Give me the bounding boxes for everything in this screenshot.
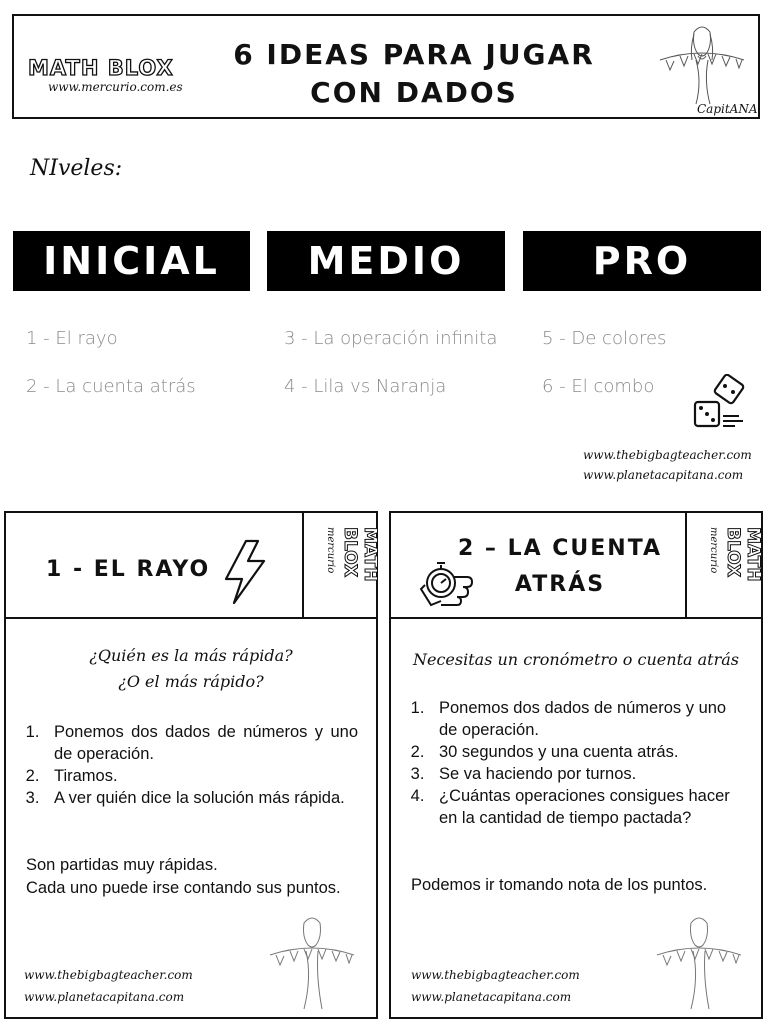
step-item: 3. A ver quién dice la solución más rápida. [44, 787, 358, 809]
site-url-1[interactable]: www.thebigbagteacher.com [411, 968, 580, 982]
step-item: 1. Ponemos dos dados de números y uno de operación. [429, 697, 749, 741]
girl-with-bunting-icon [649, 913, 749, 1013]
signature: CapitANA [697, 102, 758, 116]
brand-url[interactable]: www.mercurio.com.es [48, 80, 183, 94]
lightning-icon [222, 539, 268, 605]
step-item: 2. 30 segundos y una cuenta atrás. [429, 741, 749, 763]
step-item: 2. Tiramos. [44, 765, 358, 787]
game-item-4: 4 - Lila vs Naranja [284, 376, 447, 397]
title-line-1: 6 IDEAS PARA JUGAR [233, 38, 595, 71]
page-title [214, 36, 614, 112]
game-item-6: 6 - El combo [542, 376, 655, 397]
level-pro: PRO [523, 231, 761, 291]
card-header [6, 513, 380, 619]
brand-logo: MATH BLOX [28, 56, 174, 80]
card-intro: ¿Quién es la más rápida? ¿O el más rápido? [89, 646, 293, 691]
card-title: 1 - EL RAYO [46, 557, 211, 582]
card-notes: Podemos ir tomando nota de los puntos. [411, 876, 708, 894]
side-brand [685, 513, 761, 617]
game-item-1: 1 - El rayo [26, 328, 118, 349]
game-item-5: 5 - De colores [542, 328, 667, 349]
girl-with-bunting-icon [650, 20, 754, 106]
card-title: 2 – LA CUENTA ATRÁS [457, 536, 663, 597]
side-brand-text: MATH BLOX mercurio [708, 527, 763, 582]
step-item: 4. ¿Cuántas operaciones consigues hacer en la cantidad de tiempo pactada? [429, 785, 749, 829]
side-brand-text: MATH BLOX mercurio [325, 527, 380, 582]
steps-list [6, 721, 358, 809]
header-banner [12, 14, 760, 119]
dice-icon [692, 374, 750, 432]
steps-list [391, 697, 749, 829]
site-url-2[interactable]: www.planetacapitana.com [411, 990, 572, 1004]
site-url-2[interactable]: www.planetacapitana.com [583, 468, 744, 482]
game-item-2: 2 - La cuenta atrás [26, 376, 196, 397]
title-line-2: CON DADOS [310, 76, 518, 109]
card-notes: Son partidas muy rápidas. Cada uno puede irse contando sus puntos. [26, 856, 341, 897]
site-url-2[interactable]: www.planetacapitana.com [24, 990, 185, 1004]
card-intro: Necesitas un cronómetro o cuenta atrás [413, 650, 739, 669]
step-item: 3. Se va haciendo por turnos. [429, 763, 749, 785]
girl-with-bunting-icon [262, 913, 362, 1013]
game-item-3: 3 - La operación infinita [284, 328, 498, 349]
site-url-1[interactable]: www.thebigbagteacher.com [24, 968, 193, 982]
card-el-rayo [4, 511, 378, 1019]
step-item: 1. Ponemos dos dados de números y uno de operación. [44, 721, 358, 765]
levels-label: NIveles: [30, 156, 123, 181]
level-medio: MEDIO [267, 231, 505, 291]
side-brand [302, 513, 378, 617]
card-la-cuenta-atras [389, 511, 763, 1019]
level-inicial: INICIAL [13, 231, 250, 291]
site-url-1[interactable]: www.thebigbagteacher.com [583, 448, 752, 462]
card-header [391, 513, 761, 619]
